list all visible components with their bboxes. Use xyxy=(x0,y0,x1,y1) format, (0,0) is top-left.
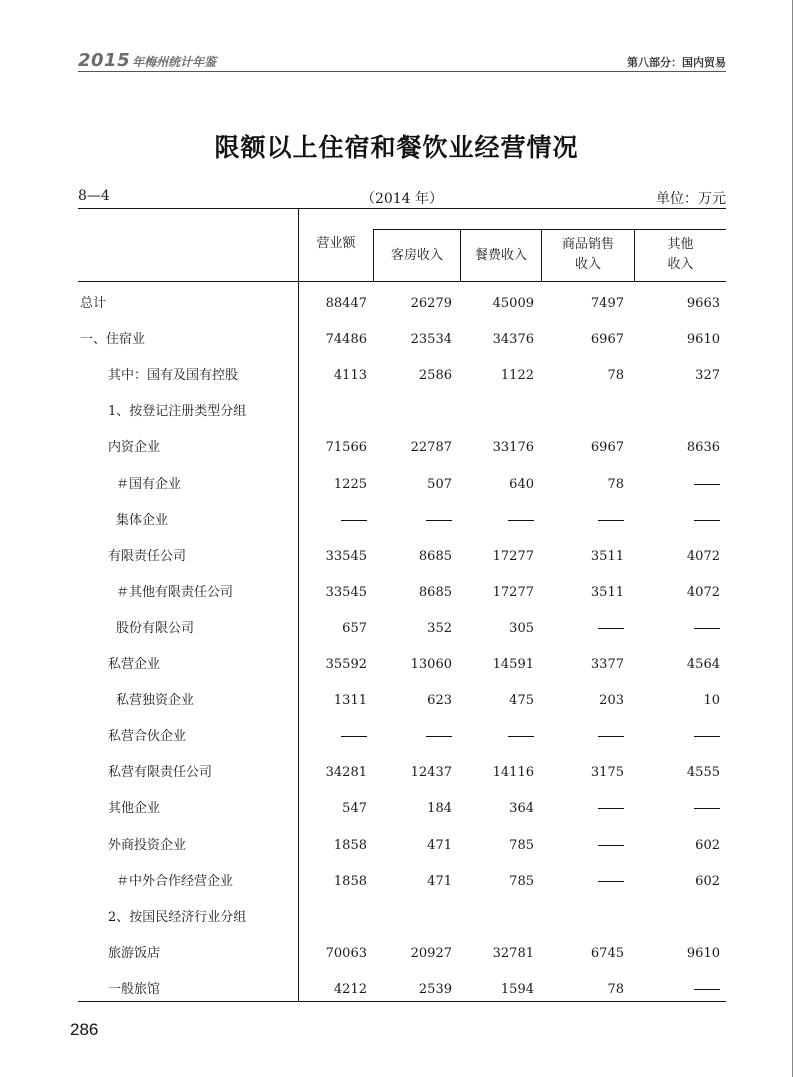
not-applicable-dash xyxy=(426,736,452,737)
row-value: 657 xyxy=(342,621,367,636)
table-year: （2014 年） xyxy=(360,191,444,207)
row-value: 34281 xyxy=(325,765,367,780)
row-label: ＃其他有限责任公司 xyxy=(116,585,234,600)
row-value: 1858 xyxy=(333,838,367,853)
row-value: 20927 xyxy=(410,946,452,961)
row-value: 14116 xyxy=(492,765,534,780)
row-value: 8685 xyxy=(418,585,452,600)
row-value: 22787 xyxy=(410,440,452,455)
not-applicable-dash xyxy=(426,520,452,521)
row-value: 2539 xyxy=(418,982,452,997)
not-applicable-dash xyxy=(508,736,534,737)
table-row xyxy=(78,546,726,568)
table-row xyxy=(78,510,726,532)
row-label: ＃国有企业 xyxy=(116,477,182,492)
row-value xyxy=(632,474,720,496)
table-row xyxy=(78,618,726,640)
row-label: 私营独资企业 xyxy=(116,693,195,708)
row-value: 3377 xyxy=(590,657,624,672)
row-label: 私营合伙企业 xyxy=(108,729,187,744)
row-value xyxy=(536,726,624,748)
row-label: 一、住宿业 xyxy=(80,332,146,347)
row-value xyxy=(536,618,624,640)
row-value: 507 xyxy=(427,477,452,492)
row-label: 一般旅馆 xyxy=(108,982,161,997)
brand-year: 2015 xyxy=(78,50,131,71)
row-value: 10 xyxy=(703,693,720,708)
row-value xyxy=(297,510,367,532)
row-value: 4072 xyxy=(686,549,720,564)
row-value xyxy=(456,726,534,748)
not-applicable-dash xyxy=(694,520,720,521)
row-value: 2586 xyxy=(418,368,452,383)
row-label: 内资企业 xyxy=(108,440,161,455)
col-goods-line1: 商品销售 xyxy=(561,237,614,252)
header-rule xyxy=(78,71,726,72)
not-applicable-dash xyxy=(341,736,367,737)
row-value xyxy=(632,726,720,748)
row-value: 184 xyxy=(427,801,452,816)
row-value: 1858 xyxy=(333,874,367,889)
header-subrule xyxy=(373,229,726,230)
table-row xyxy=(78,690,726,712)
row-value: 1311 xyxy=(333,693,367,708)
row-value: 74486 xyxy=(325,332,367,347)
row-value: 3511 xyxy=(590,585,624,600)
row-value xyxy=(372,726,452,748)
row-value xyxy=(536,835,624,857)
row-value: 3175 xyxy=(590,765,624,780)
row-value: 9610 xyxy=(686,946,720,961)
not-applicable-dash xyxy=(508,520,534,521)
not-applicable-dash xyxy=(694,989,720,990)
table-row xyxy=(78,329,726,351)
row-value: 23534 xyxy=(410,332,452,347)
row-value: 785 xyxy=(509,874,534,889)
row-value: 1122 xyxy=(500,368,534,383)
row-value: 471 xyxy=(427,874,452,889)
page-number: 286 xyxy=(70,1020,99,1039)
table-row xyxy=(78,835,726,857)
table-row xyxy=(78,474,726,496)
col-revenue: 营业额 xyxy=(316,236,356,251)
table-top-rule xyxy=(78,208,726,209)
col-room: 客房收入 xyxy=(390,248,443,263)
not-applicable-dash xyxy=(598,881,624,882)
row-value: 203 xyxy=(599,693,624,708)
not-applicable-dash xyxy=(598,808,624,809)
table-row xyxy=(78,582,726,604)
table-bottom-rule xyxy=(78,1001,726,1002)
row-value: 70063 xyxy=(325,946,367,961)
row-value: 4072 xyxy=(686,585,720,600)
table-row xyxy=(78,871,726,893)
row-value: 471 xyxy=(427,838,452,853)
row-value: 33176 xyxy=(492,440,534,455)
not-applicable-dash xyxy=(598,520,624,521)
row-value: 602 xyxy=(695,838,720,853)
row-value: 1594 xyxy=(500,982,534,997)
col-goods xyxy=(542,235,634,275)
row-value: 3511 xyxy=(590,549,624,564)
row-label: 2、按国民经济行业分组 xyxy=(108,910,247,925)
row-value: 78 xyxy=(607,982,624,997)
row-value: 12437 xyxy=(410,765,452,780)
row-value xyxy=(632,798,720,820)
row-value: 8685 xyxy=(418,549,452,564)
row-value: 602 xyxy=(695,874,720,889)
row-value xyxy=(297,726,367,748)
row-value: 45009 xyxy=(492,296,534,311)
row-value: 26279 xyxy=(410,296,452,311)
row-label: ＃中外合作经营企业 xyxy=(116,874,234,889)
row-label: 私营企业 xyxy=(108,657,161,672)
row-value: 14591 xyxy=(492,657,534,672)
row-value: 78 xyxy=(607,368,624,383)
not-applicable-dash xyxy=(694,628,720,629)
table-row xyxy=(78,293,726,315)
not-applicable-dash xyxy=(694,484,720,485)
col-other xyxy=(635,235,726,275)
row-value: 364 xyxy=(509,801,534,816)
row-value xyxy=(536,510,624,532)
row-value: 305 xyxy=(509,621,534,636)
table-header-rule xyxy=(78,281,726,282)
row-value: 4564 xyxy=(686,657,720,672)
not-applicable-dash xyxy=(598,845,624,846)
table-unit: 单位：万元 xyxy=(656,191,726,207)
row-value: 640 xyxy=(509,477,534,492)
table-row xyxy=(78,726,726,748)
col-other-line1: 其他 xyxy=(667,237,694,252)
row-value: 475 xyxy=(509,693,534,708)
row-label: 有限责任公司 xyxy=(108,549,187,564)
row-value: 4555 xyxy=(686,765,720,780)
row-value: 17277 xyxy=(492,585,534,600)
row-value: 352 xyxy=(427,621,452,636)
row-value xyxy=(372,510,452,532)
row-value xyxy=(632,979,720,1001)
row-value: 547 xyxy=(342,801,367,816)
section-title: 第八部分：国内贸易 xyxy=(627,56,726,69)
not-applicable-dash xyxy=(694,808,720,809)
row-value: 32781 xyxy=(492,946,534,961)
table-row xyxy=(78,907,726,929)
row-value: 9610 xyxy=(686,332,720,347)
row-value: 7497 xyxy=(590,296,624,311)
row-value: 6967 xyxy=(590,332,624,347)
table-row xyxy=(78,798,726,820)
row-value xyxy=(632,510,720,532)
col-goods-line2: 收入 xyxy=(574,257,601,272)
row-value: 35592 xyxy=(325,657,367,672)
row-label: 总计 xyxy=(80,296,107,311)
row-value: 17277 xyxy=(492,549,534,564)
table-code: 8—4 xyxy=(78,188,110,204)
row-value: 6745 xyxy=(590,946,624,961)
row-label: 1、按登记注册类型分组 xyxy=(108,404,247,419)
row-value: 1225 xyxy=(333,477,367,492)
row-label: 其他企业 xyxy=(108,801,161,816)
row-value: 33545 xyxy=(325,585,367,600)
row-label: 旅游饭店 xyxy=(108,946,161,961)
table-row xyxy=(78,979,726,1001)
row-label: 外商投资企业 xyxy=(108,838,187,853)
row-value: 4113 xyxy=(333,368,367,383)
row-value: 71566 xyxy=(325,440,367,455)
not-applicable-dash xyxy=(598,736,624,737)
row-value: 327 xyxy=(695,368,720,383)
table-row xyxy=(78,401,726,423)
page-title: 限额以上住宿和餐饮业经营情况 xyxy=(214,133,579,162)
row-label: 股份有限公司 xyxy=(116,621,195,636)
row-value: 88447 xyxy=(325,296,367,311)
row-label: 私营有限责任公司 xyxy=(108,765,213,780)
row-value: 6967 xyxy=(590,440,624,455)
row-value xyxy=(632,618,720,640)
table-row xyxy=(78,365,726,387)
col-catering: 餐费收入 xyxy=(474,248,527,263)
row-value: 34376 xyxy=(492,332,534,347)
brand-text: 年梅州统计年鉴 xyxy=(132,55,217,69)
table-meta xyxy=(78,188,726,208)
row-value xyxy=(536,798,624,820)
row-value: 9663 xyxy=(686,296,720,311)
row-value: 78 xyxy=(607,477,624,492)
col-other-line2: 收入 xyxy=(667,257,694,272)
table-row xyxy=(78,437,726,459)
not-applicable-dash xyxy=(598,628,624,629)
table-row xyxy=(78,762,726,784)
table-row xyxy=(78,943,726,965)
row-value: 33545 xyxy=(325,549,367,564)
running-header xyxy=(78,48,726,72)
table-row xyxy=(78,654,726,676)
row-value xyxy=(456,510,534,532)
row-value xyxy=(536,871,624,893)
row-label: 其中：国有及国有控股 xyxy=(108,368,239,383)
row-label: 集体企业 xyxy=(116,513,169,528)
not-applicable-dash xyxy=(341,520,367,521)
not-applicable-dash xyxy=(694,736,720,737)
row-value: 13060 xyxy=(410,657,452,672)
yearbook-brand xyxy=(78,50,216,71)
row-value: 4212 xyxy=(333,982,367,997)
row-value: 8636 xyxy=(686,440,720,455)
row-value: 785 xyxy=(509,838,534,853)
row-value: 623 xyxy=(427,693,452,708)
